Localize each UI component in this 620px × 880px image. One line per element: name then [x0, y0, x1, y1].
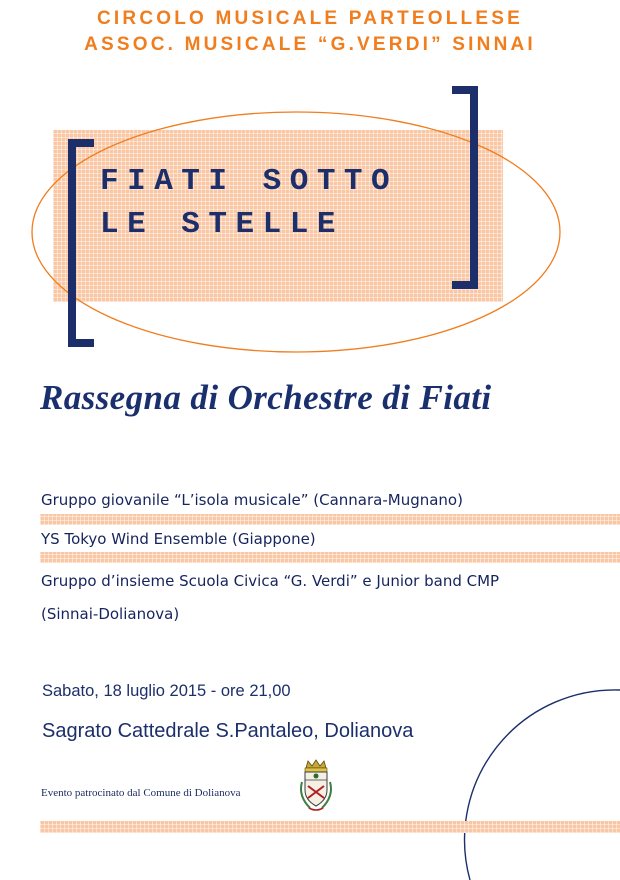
footer-bar	[40, 821, 620, 833]
orange-ellipse	[32, 112, 560, 352]
header-line-2: ASSOC. MUSICALE “G.VERDI” SINNAI	[84, 34, 536, 55]
group-item-1: Gruppo giovanile “L’isola musicale” (Cannara-Mugnano)	[41, 491, 463, 509]
divider-bar	[40, 552, 620, 563]
divider-bar	[40, 514, 620, 525]
left-bracket	[72, 143, 94, 343]
coat-of-arms-icon	[301, 760, 331, 810]
subtitle: Rassegna di Orchestre di Fiati	[40, 378, 492, 417]
group-item-3-location: (Sinnai-Dolianova)	[41, 605, 180, 623]
right-bracket	[452, 90, 474, 285]
sponsor-note: Evento patrocinato dal Comune di Dolianova	[41, 787, 241, 799]
title-line-2: LE STELLE	[100, 207, 344, 242]
group-item-2: YS Tokyo Wind Ensemble (Giappone)	[41, 530, 316, 548]
event-date: Sabato, 18 luglio 2015 - ore 21,00	[42, 682, 291, 700]
blue-arc	[465, 690, 620, 880]
title-line-1: FIATI SOTTO	[100, 164, 399, 199]
header-line-1: CIRCOLO MUSICALE PARTEOLLESE	[97, 8, 523, 29]
event-venue: Sagrato Cattedrale S.Pantaleo, Dolianova	[42, 720, 414, 742]
group-item-3: Gruppo d’insieme Scuola Civica “G. Verdi” e Junior band CMP	[41, 572, 500, 590]
